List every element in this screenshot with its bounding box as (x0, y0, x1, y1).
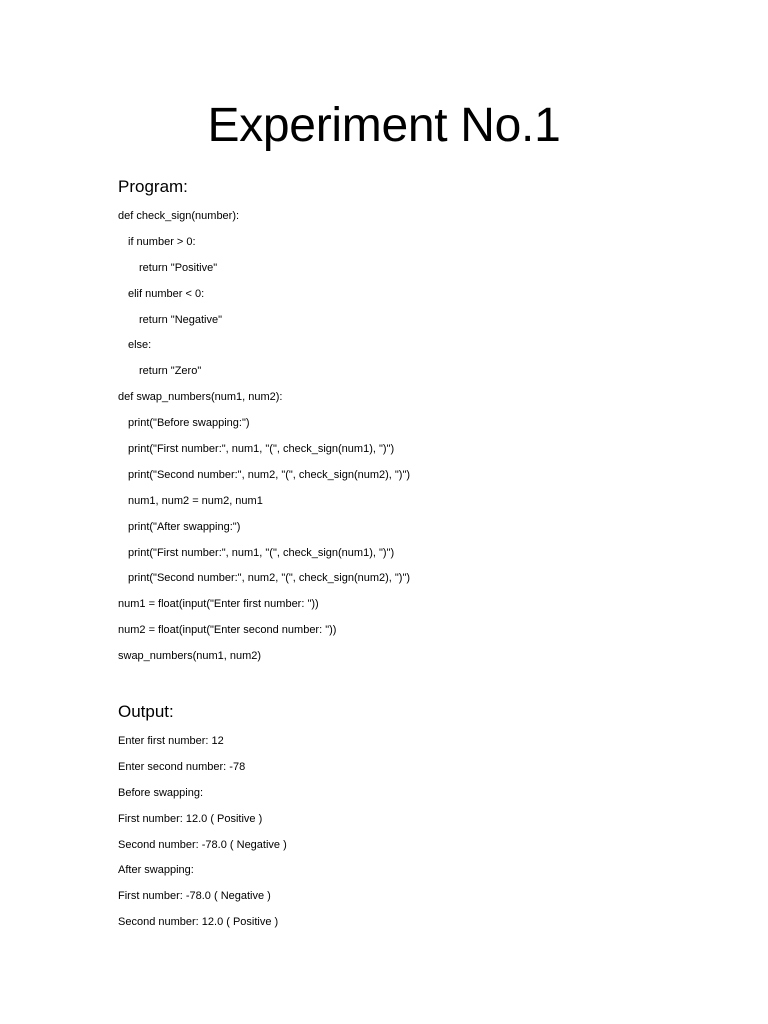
output-line: Enter second number: -78 (118, 760, 246, 773)
code-line: return "Negative" (139, 313, 223, 326)
code-line: print("Second number:", num2, "(", check_sign(num2), ")") (128, 572, 411, 585)
code-line: elif number < 0: (128, 287, 205, 300)
output-line: Before swapping: (118, 786, 203, 799)
program-output (118, 734, 287, 941)
code-line: else: (128, 339, 152, 352)
code-line: return "Zero" (139, 365, 202, 378)
document-title: Experiment No.1 (207, 99, 561, 152)
output-line: First number: -78.0 ( Negative ) (118, 890, 271, 903)
output-line: Second number: 12.0 ( Positive ) (118, 916, 279, 929)
program-heading: Program: (118, 177, 188, 196)
code-line: def check_sign(number): (118, 210, 240, 222)
code-line: print("Second number:", num2, "(", check_sign(num2), ")") (128, 468, 411, 481)
output-line: Enter first number: 12 (118, 735, 224, 747)
code-line: print("Before swapping:") (128, 417, 250, 430)
code-line: print("First number:", num1, "(", check_sign(num1), ")") (128, 546, 395, 559)
code-line: print("First number:", num1, "(", check_sign(num1), ")") (128, 443, 395, 456)
code-line: if number > 0: (128, 235, 196, 248)
code-line: def swap_numbers(num1, num2): (118, 391, 283, 404)
output-line: Second number: -78.0 ( Negative ) (118, 838, 287, 851)
code-line: num2 = float(input("Enter second number: ")) (118, 624, 337, 637)
code-line: num1 = float(input("Enter first number: ")) (118, 598, 319, 611)
output-heading: Output: (118, 702, 174, 721)
code-line: print("After swapping:") (128, 520, 241, 533)
output-line: First number: 12.0 ( Positive ) (118, 812, 263, 825)
code-line: num1, num2 = num2, num1 (128, 494, 263, 507)
program-code (118, 209, 410, 675)
code-line: return "Positive" (139, 261, 218, 274)
code-line: swap_numbers(num1, num2) (118, 650, 262, 663)
output-line: After swapping: (118, 864, 194, 877)
